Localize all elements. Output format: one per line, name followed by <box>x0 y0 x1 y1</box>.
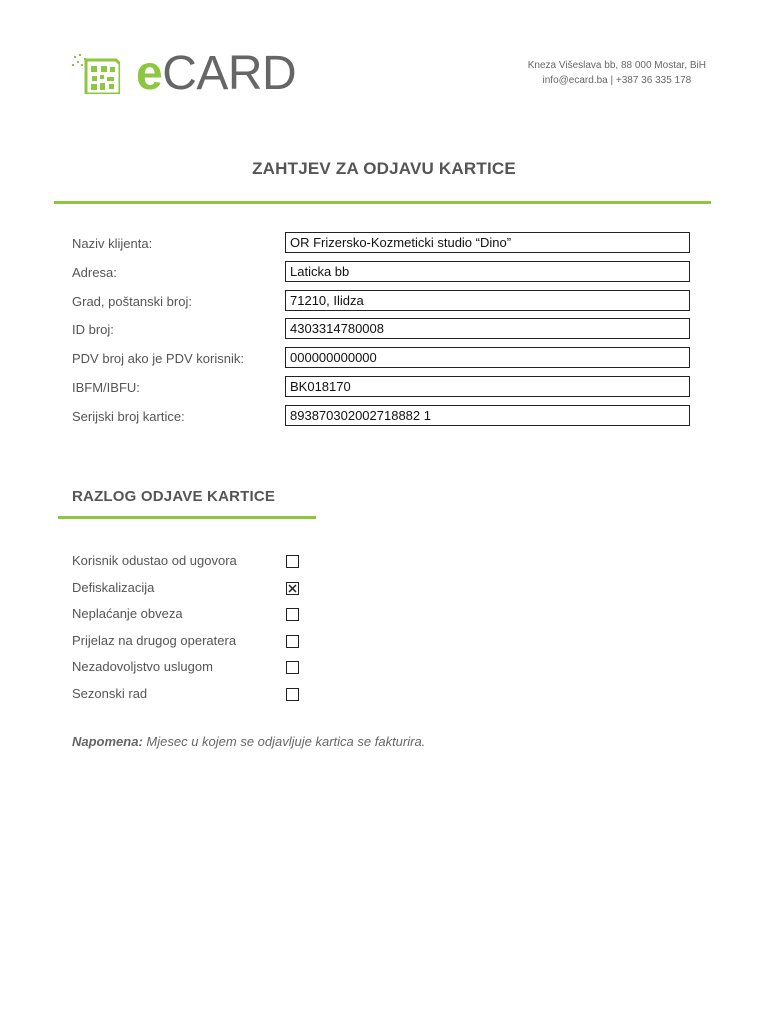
reason-checkbox[interactable] <box>286 688 299 701</box>
section-divider <box>58 516 316 519</box>
reason-label: Neplaćanje obveza <box>72 606 183 622</box>
reason-checkbox[interactable] <box>286 608 299 621</box>
field-label: Serijski broj kartice: <box>72 408 185 424</box>
ibfm-field[interactable]: BK018170 <box>285 376 690 397</box>
client-name-field[interactable]: OR Frizersko-Kozmeticki studio “Dino” <box>285 232 690 253</box>
reason-checkbox[interactable] <box>286 555 299 568</box>
document-title: ZAHTJEV ZA ODJAVU KARTICE <box>252 159 516 178</box>
field-label: Naziv klijenta: <box>72 236 153 251</box>
field-label: IBFM/IBFU: <box>72 379 140 395</box>
company-contact <box>528 58 706 88</box>
company-email-phone: info@ecard.ba | +387 36 335 178 <box>542 75 692 86</box>
reason-label: Korisnik odustao od ugovora <box>72 553 237 568</box>
address-field[interactable]: Laticka bb <box>285 261 690 282</box>
logo-letters-card: CARD <box>162 47 297 100</box>
sim-card-icon <box>72 54 120 94</box>
ecard-logo <box>62 42 312 102</box>
reason-label: Nezadovoljstvo uslugom <box>72 659 213 675</box>
reason-checkbox[interactable] <box>286 661 299 674</box>
field-label: Grad, poštanski broj: <box>72 293 192 309</box>
reason-label: Sezonski rad <box>72 685 148 701</box>
title-divider <box>54 201 711 204</box>
vat-number-field[interactable]: 000000000000 <box>285 347 690 368</box>
logo-wordmark <box>136 48 296 100</box>
field-label: PDV broj ako je PDV korisnik: <box>72 351 244 367</box>
city-postal-field[interactable]: 71210, Ilidza <box>285 290 690 311</box>
logo-letter-e: e <box>136 47 163 100</box>
note-text: Mjesec u kojem se odjavljuje kartica se fakturira. <box>142 734 426 749</box>
reason-checkbox[interactable] <box>286 635 299 648</box>
id-number-field[interactable]: 4303314780008 <box>285 318 690 339</box>
reason-label: Prijelaz na drugog operatera <box>72 632 237 648</box>
company-address: Kneza Višeslava bb, 88 000 Mostar, BiH <box>527 60 706 71</box>
reasons-section-title: RAZLOG ODJAVE KARTICE <box>72 488 276 505</box>
reason-checkbox[interactable] <box>286 582 299 595</box>
checkmark-x-icon <box>287 583 298 594</box>
reason-label: Defiskalizacija <box>72 579 155 595</box>
field-label: Adresa: <box>72 264 117 280</box>
note <box>72 734 425 749</box>
field-label: ID broj: <box>72 322 114 338</box>
card-serial-field[interactable]: 893870302002718882 1 <box>285 405 690 426</box>
note-label: Napomena: <box>72 734 143 749</box>
